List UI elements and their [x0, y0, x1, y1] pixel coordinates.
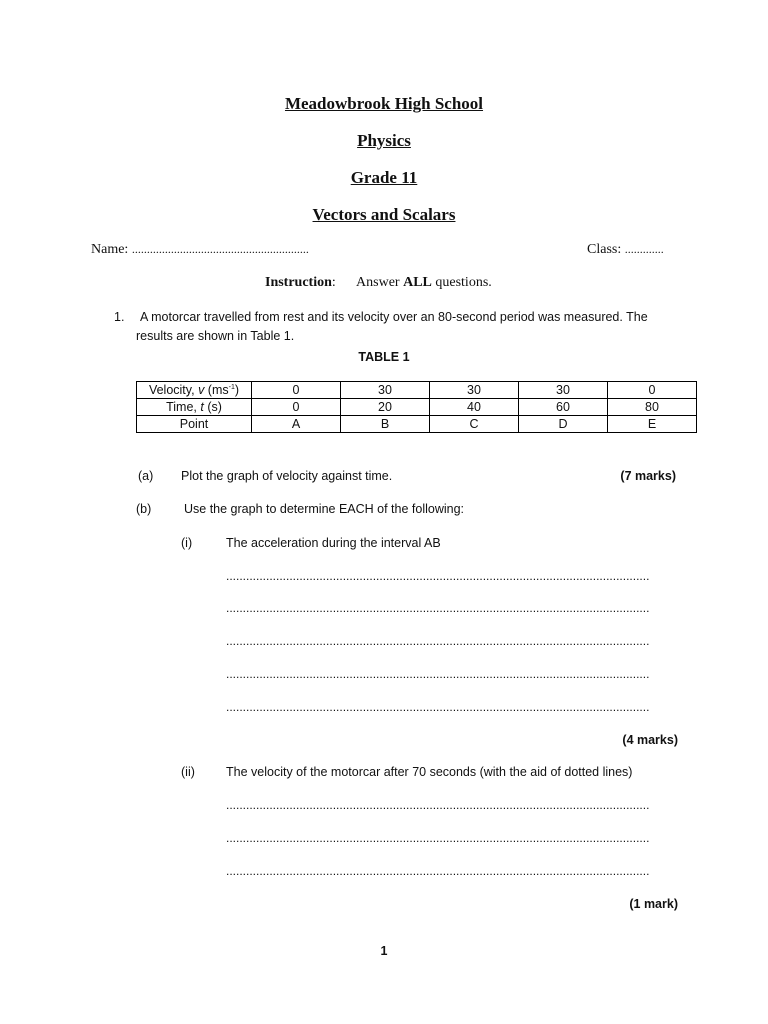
instruction-colon: : — [331, 275, 336, 290]
answer-line[interactable]: ............................................................................................................................... — [226, 864, 650, 878]
name-blank[interactable]: ........................................................... — [131, 242, 309, 256]
class-blank[interactable]: ............. — [624, 242, 664, 256]
question-text-line1: A motorcar travelled from rest and its velocity over an 80-second period was measured. The — [140, 310, 648, 324]
part-b-label: (b) — [136, 502, 152, 516]
table-title: TABLE 1 — [358, 350, 410, 364]
class-label: Class: — [587, 242, 622, 257]
instruction-label: Instruction — [265, 275, 332, 290]
answer-line[interactable]: ............................................................................................................................... — [226, 634, 650, 648]
answer-line[interactable]: ............................................................................................................................... — [226, 798, 650, 812]
sub-ii-marks: (1 mark) — [629, 897, 678, 911]
sub-ii-text: The velocity of the motorcar after 70 seconds (with the aid of dotted lines) — [226, 765, 633, 779]
velocity-cell: 0 — [608, 382, 697, 399]
table-row-time — [137, 399, 697, 416]
time-cell: 80 — [608, 399, 697, 416]
instruction-text-after: questions. — [431, 275, 492, 290]
time-label-cell: Time, t (s) — [137, 399, 252, 416]
sub-i-label: (i) — [181, 536, 193, 550]
answer-line[interactable]: ............................................................................................................................... — [226, 700, 650, 714]
velocity-cell: 30 — [341, 382, 430, 399]
point-label-cell: Point — [137, 416, 252, 433]
grade-title: Grade 11 — [350, 168, 418, 187]
velocity-cell: 30 — [519, 382, 608, 399]
point-cell: A — [252, 416, 341, 433]
velocity-label-cell: Velocity, v $(ms^{-1})$ — [137, 382, 252, 399]
class-field — [587, 242, 664, 258]
time-cell: 0 — [252, 399, 341, 416]
page-number: 1 — [380, 944, 388, 958]
answer-line[interactable]: ............................................................................................................................... — [226, 601, 650, 615]
name-label: Name: — [91, 242, 129, 257]
point-cell: C — [430, 416, 519, 433]
table-row-velocity — [137, 382, 697, 399]
point-cell: B — [341, 416, 430, 433]
time-cell: 20 — [341, 399, 430, 416]
answer-line[interactable]: ............................................................................................................................... — [226, 831, 650, 845]
subject-title: Physics — [357, 131, 411, 150]
sub-i-text: The acceleration during the interval AB — [226, 536, 441, 550]
velocity-cell: 30 — [430, 382, 519, 399]
point-cell: D — [519, 416, 608, 433]
sub-ii-label: (ii) — [181, 765, 195, 779]
table-row-point — [137, 416, 697, 433]
point-cell: E — [608, 416, 697, 433]
time-cell: 60 — [519, 399, 608, 416]
part-a-label: (a) — [138, 469, 154, 483]
question-text-line2: results are shown in Table 1. — [136, 329, 295, 343]
sub-i-marks: (4 marks) — [622, 733, 678, 747]
part-a-marks: (7 marks) — [620, 469, 676, 483]
name-field — [91, 242, 309, 258]
part-a-text: Plot the graph of velocity against time. — [181, 469, 393, 483]
time-cell: 40 — [430, 399, 519, 416]
answer-line[interactable]: ............................................................................................................................... — [226, 569, 650, 583]
school-title: Meadowbrook High School — [284, 94, 484, 113]
instruction-emphasis: ALL — [403, 275, 432, 290]
instruction-line — [265, 275, 492, 291]
answer-line[interactable]: ............................................................................................................................... — [226, 667, 650, 681]
data-table — [136, 381, 697, 433]
part-b-text: Use the graph to determine EACH of the following: — [184, 502, 465, 516]
topic-title: Vectors and Scalars — [312, 205, 456, 224]
velocity-cell: 0 — [252, 382, 341, 399]
instruction-text-before: Answer — [356, 275, 404, 290]
question-number: 1. — [114, 310, 125, 324]
